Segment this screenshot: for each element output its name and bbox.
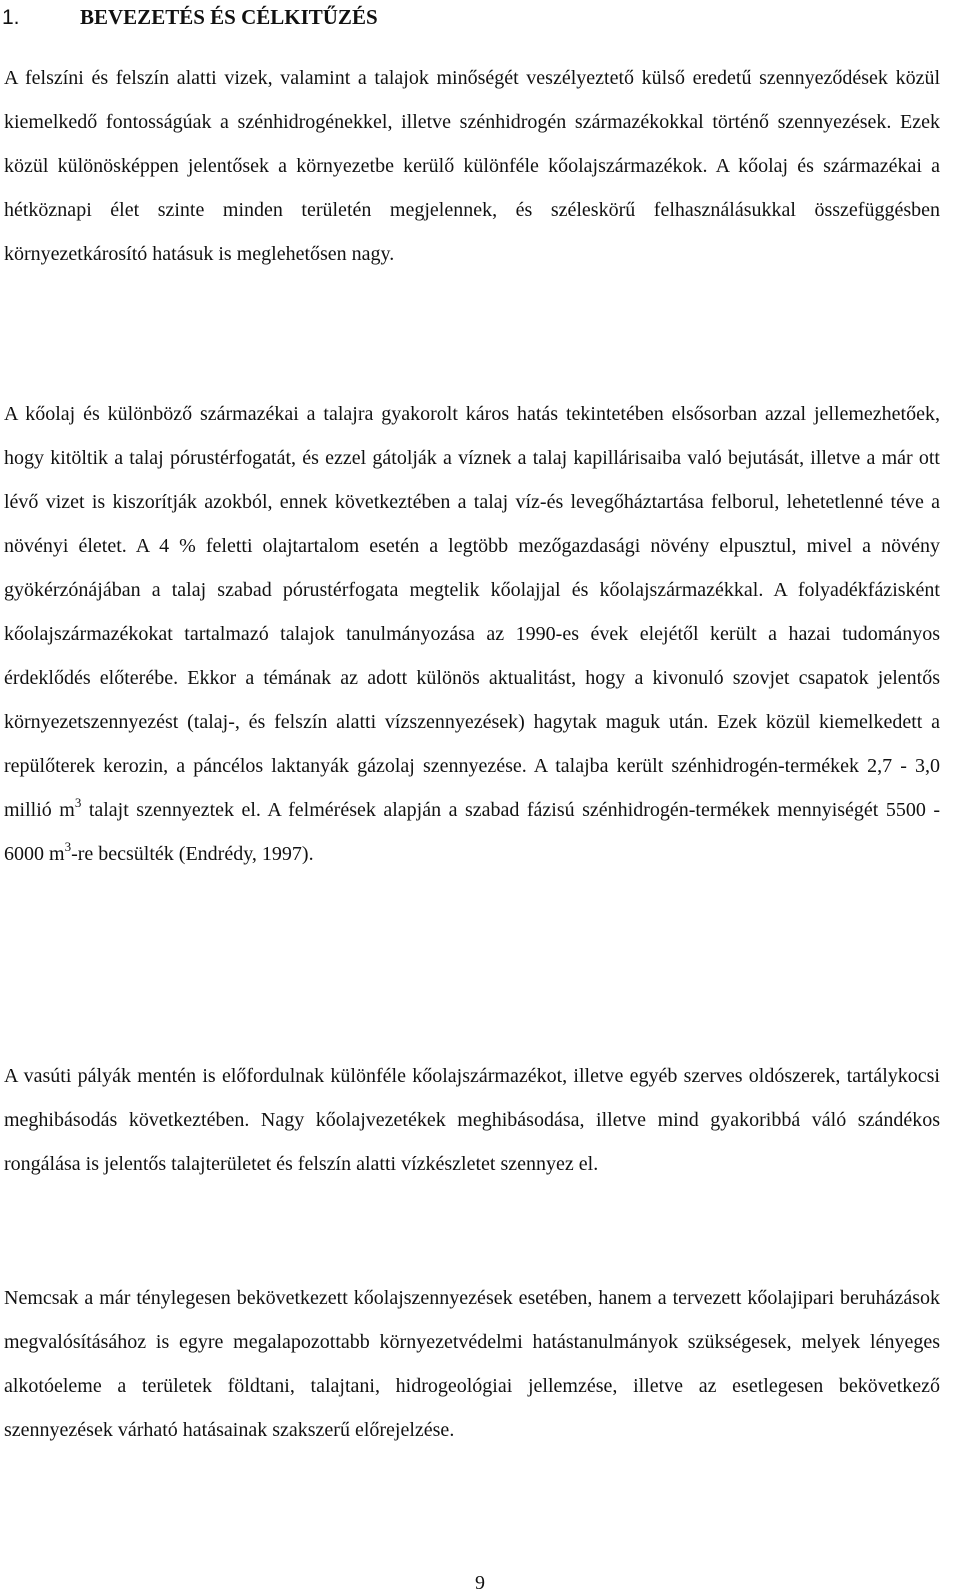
superscript-cubic: 3 [74, 795, 82, 810]
section-title: BEVEZETÉS ÉS CÉLKITŰZÉS [80, 5, 378, 29]
paragraph-impact-studies: Nemcsak a már ténylegesen bekövetkezett kőolajszennyezések esetében, hanem a tervezett kőolajipari beruházások megvalósításához is egyre megalapozottabb környezetvédelmi hatástanulmányok szükségesek, melyek lényeges alkotóeleme a területek földtani, talajtani, hidrogeológiai jellemzése, illetve az esetlegesen bekövetkező szennyezések várható hatásainak szakszerű előrejelzése. [4, 1287, 940, 1441]
paragraph-intro: A felszíni és felszín alatti vizek, valamint a talajok minőségét veszélyeztető külső eredetű szennyeződések közül kiemelkedő fontosságúak a szénhidrogénekkel, illetve szénhidrogén származékokkal történő szennyezések. Ezek közül különösképpen jelentősek a környezetbe kerülő különféle kőolajszármazékok. A kőolaj és származékai a hétköznapi élet szinte minden területén megjelennek, és széleskörű felhasználásukkal összefüggésben környezetkárosító hatásuk is meglehetősen nagy. [4, 67, 940, 265]
superscript-cubic: 3 [64, 839, 72, 854]
page-number: 9 [475, 1572, 485, 1594]
section-number: 1. [2, 6, 20, 29]
paragraph-soil-effects-part3: -re becsülték (Endrédy, 1997). [71, 843, 314, 865]
paragraph-soil-effects-part1: A kőolaj és különböző származékai a talajra gyakorolt káros hatás tekintetében elsősorban azzal jellemezhetőek, hogy kitöltik a talaj pórustérfogatát, és ezzel gátolják a víznek a talaj kapillárisaiba való bejutását, illetve a már ott lévő vizet is kiszorítják azokból, ennek következtében a talaj víz-és levegőháztartása felborul, lehetetlenné téve a növényi életet. A 4 % feletti olajtartalom esetén a legtöbb mezőgazdasági növény elpusztul, mivel a növény gyökérzónájában a talaj szabad pórustérfogata megtelik kőolajjal és kőolajszármazékkal. A folyadékfázisként kőolajszármazékokat tartalmazó talajok tanulmányozása az 1990-es évek elejétől került a hazai tudományos érdeklődés előterébe. Ekkor a témának az adott különös aktualitást, hogy a kivonuló szovjet csapatok jelentős környezetszennyezést (talaj-, és felszín alatti vízszennyezések) hagytak maguk után. Ezek közül kiemelkedett a repülőterek kerozin, a páncélos laktanyák gázolaj szennyezése. A talajba került szénhidrogén-termékek 2,7 - 3,0 millió m [4, 403, 940, 821]
paragraph-soil-effects-part2: talajt szennyeztek el. A felmérések alapján a szabad fázisú szénhidrogén-termékek mennyiségét 5500 - 6000 m [4, 799, 940, 865]
paragraph-soil-effects [4, 392, 940, 876]
paragraph-railway: A vasúti pályák mentén is előfordulnak különféle kőolajszármazékot, illetve egyéb szerves oldószerek, tartálykocsi meghibásodás következtében. Nagy kőolajvezetékek meghibásodása, illetve mind gyakoribbá váló szándékos rongálása is jelentős talajterületet és felszín alatti vízkészletet szennyez el. [4, 1065, 940, 1175]
section-heading [0, 2, 960, 33]
